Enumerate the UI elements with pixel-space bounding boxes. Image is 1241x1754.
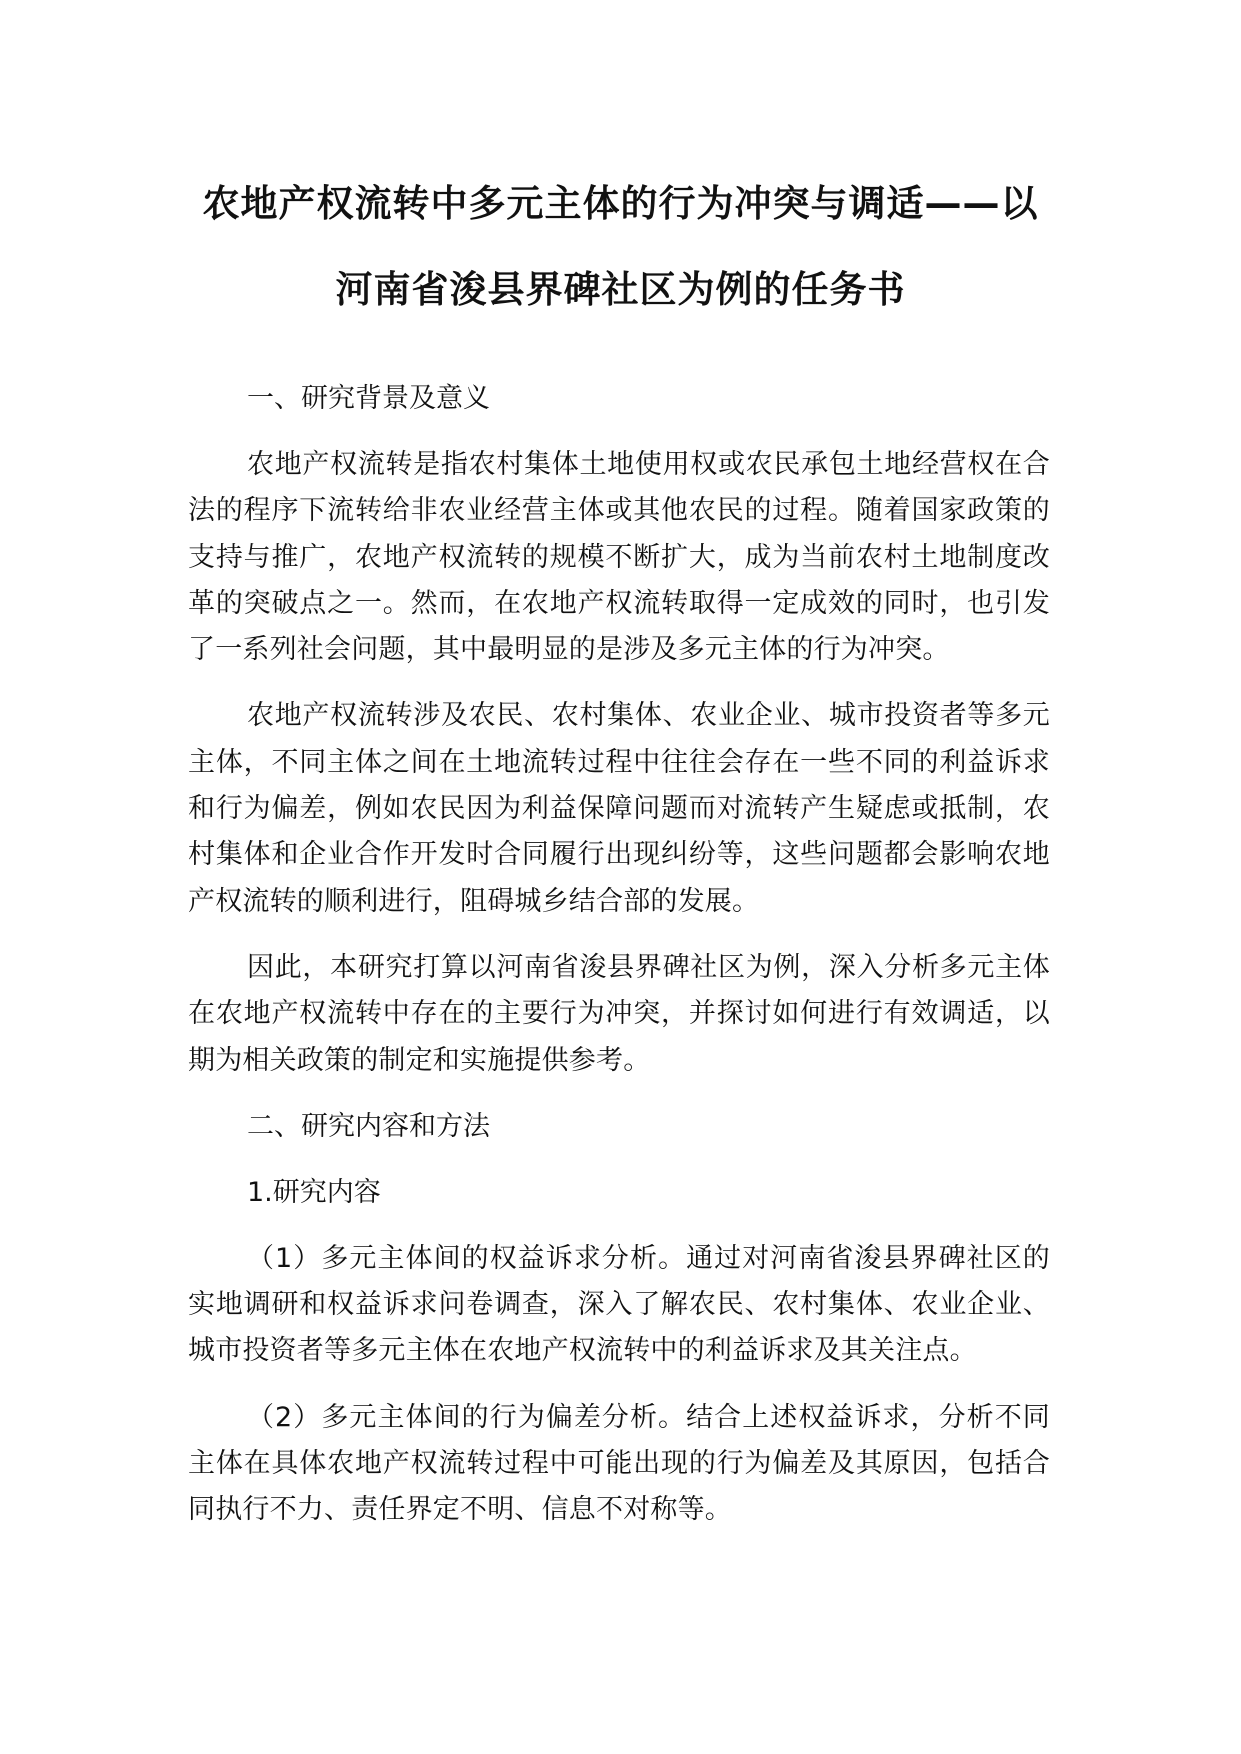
- paragraph-background-2: 农地产权流转涉及农民、农村集体、农业企业、城市投资者等多元主体，不同主体之间在土地流转过程中往往会存在一些不同的利益诉求和行为偏差，例如农民因为利益保障问题而对流转产生疑虑或抵制，农村集体和企业合作开发时合同履行出现纠纷等，这些问题都会影响农地产权流转的顺利进行，阻碍城乡结合部的发展。: [188, 700, 1050, 917]
- paragraph-background-3: 因此，本研究打算以河南省浚县界碑社区为例，深入分析多元主体在农地产权流转中存在的主要行为冲突，并探讨如何进行有效调适，以期为相关政策的制定和实施提供参考。: [188, 951, 1050, 1076]
- paragraph-content-1: （1）多元主体间的权益诉求分析。通过对河南省浚县界碑社区的实地调研和权益诉求问卷调查，深入了解农民、农村集体、农业企业、城市投资者等多元主体在农地产权流转中的利益诉求及其关注点。: [188, 1242, 1050, 1367]
- document-title-line-1: 农地产权流转中多元主体的行为冲突与调适——以: [202, 182, 1039, 225]
- paragraph-content-2: （2）多元主体间的行为偏差分析。结合上述权益诉求，分析不同主体在具体农地产权流转过程中可能出现的行为偏差及其原因，包括合同执行不力、责任界定不明、信息不对称等。: [188, 1401, 1050, 1526]
- paragraph-background-1: 农地产权流转是指农村集体土地使用权或农民承包土地经营权在合法的程序下流转给非农业经营主体或其他农民的过程。随着国家政策的支持与推广，农地产权流转的规模不断扩大，成为当前农村土地制度改革的突破点之一。然而，在农地产权流转取得一定成效的同时，也引发了一系列社会问题，其中最明显的是涉及多元主体的行为冲突。: [188, 449, 1050, 666]
- document-title-line-2: 河南省浚县界碑社区为例的任务书: [335, 268, 906, 311]
- subsection-heading-research-content: 1.研究内容: [247, 1176, 381, 1208]
- section-heading-background: 一、研究背景及意义: [247, 383, 490, 414]
- document-body: [188, 376, 1050, 1554]
- section-heading-content-methods: 二、研究内容和方法: [247, 1110, 490, 1142]
